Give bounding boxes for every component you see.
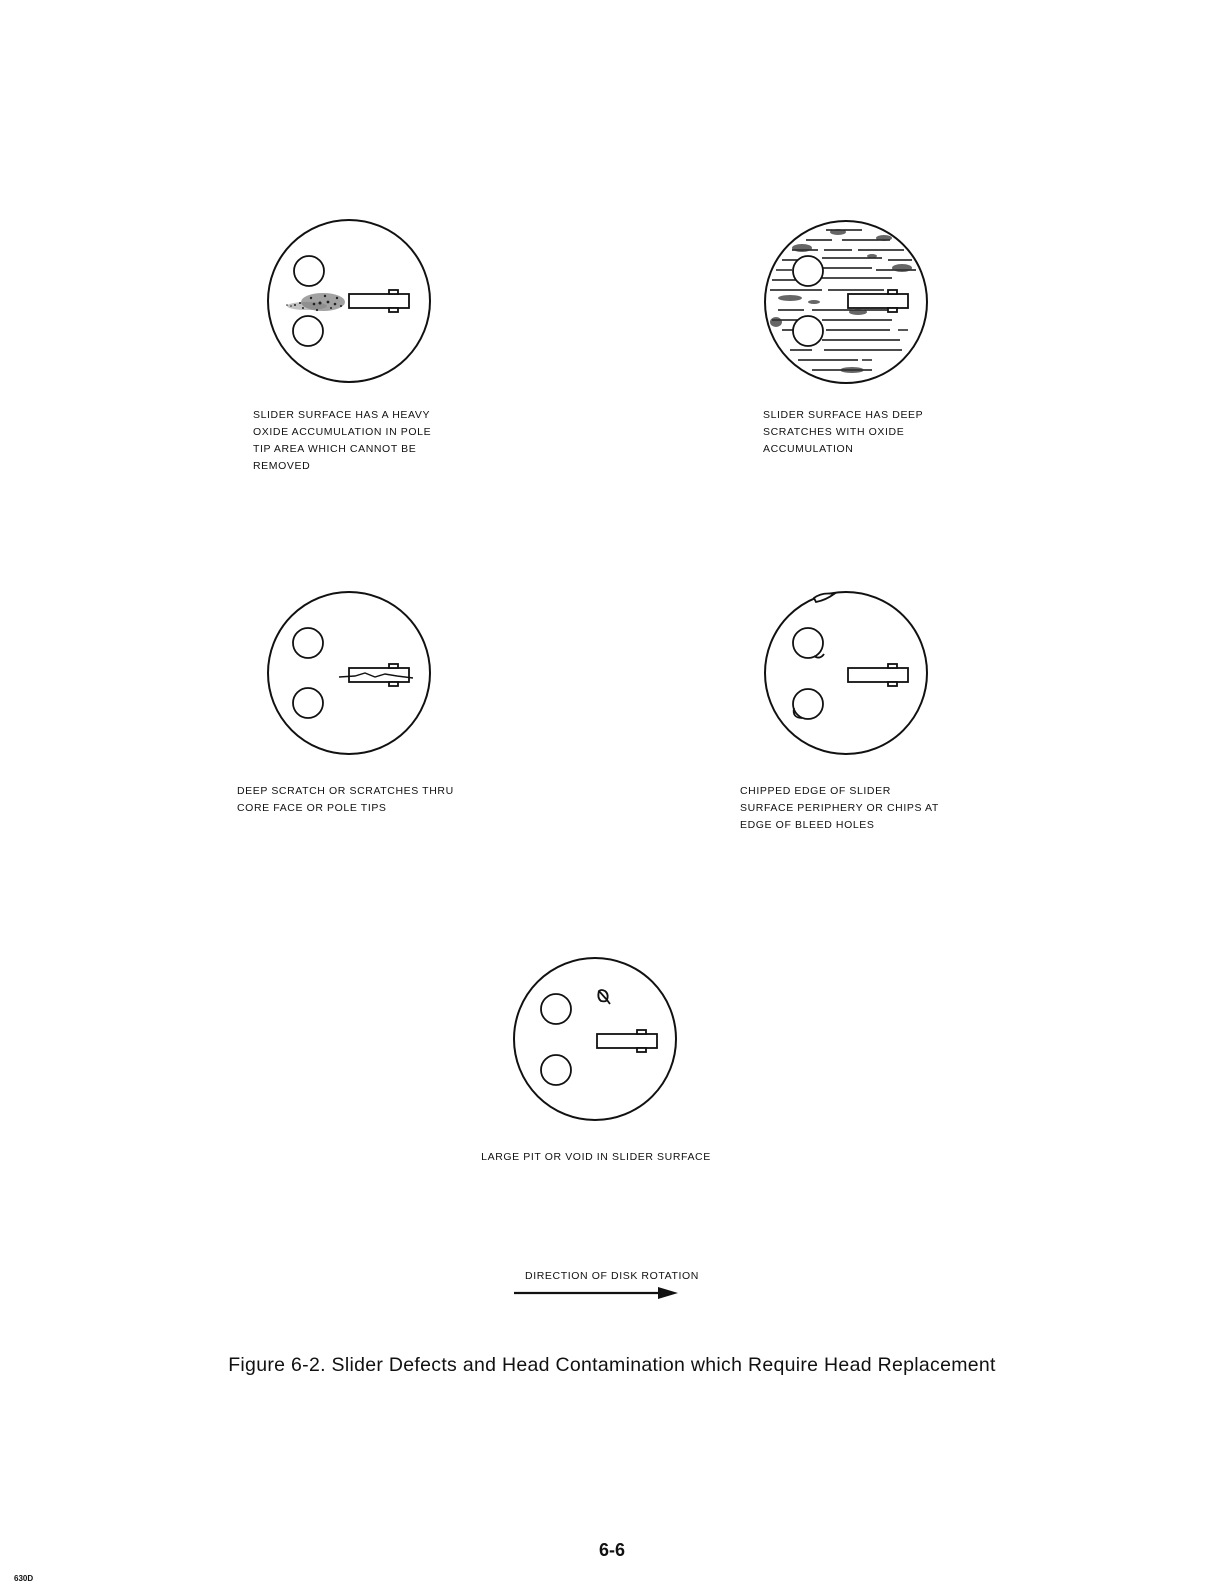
bleed-hole-bottom [293,688,323,718]
figure-scratches-with-oxide [762,218,934,388]
pole-tip [848,664,908,686]
bleed-hole-top [293,628,323,658]
caption-scratches-with-oxide: SLIDER SURFACE HAS DEEP SCRATCHES WITH OXIDE ACCUMULATION [763,409,924,455]
figure-oxide-accumulation [265,218,435,386]
caption-oxide-accumulation: SLIDER SURFACE HAS A HEAVY OXIDE ACCUMULATION IN POLE TIP AREA WHICH CANNOT BE REMOVED [253,409,432,472]
slider-diagram-pit [511,956,681,1124]
slider-diagram-oxide [265,218,435,386]
slider-diagram-deep-scratch [265,590,435,758]
right-arrow-icon [514,1286,680,1300]
figure-chipped-edge [762,588,934,758]
direction-label: DIRECTION OF DISK ROTATION [525,1270,699,1282]
figure-title: Figure 6-2. Slider Defects and Head Contamination which Require Head Replacement [228,1354,996,1376]
oxide-smudge [286,293,345,311]
caption-pit-or-void: LARGE PIT OR VOID IN SLIDER SURFACE [481,1151,711,1163]
bleed-hole-top [294,256,324,286]
slider-diagram-scratches-oxide [762,218,934,388]
pole-tip [848,290,908,312]
bleed-hole-top [793,628,823,658]
bleed-hole-top [541,994,571,1024]
bleed-hole-bottom [793,689,823,719]
pit-void [598,990,610,1004]
figure-deep-scratch [265,590,435,758]
bleed-hole-bottom [541,1055,571,1085]
pole-tip [349,290,409,312]
bleed-hole-bottom [293,316,323,346]
figure-pit-or-void [511,956,681,1124]
page-number: 6-6 [598,1540,625,1560]
pole-tip [597,1030,657,1052]
caption-deep-scratch: DEEP SCRATCH OR SCRATCHES THRU CORE FACE OR POLE TIPS [237,785,454,814]
slider-diagram-chipped-edge [762,588,934,758]
document-code: 630D [14,1574,34,1583]
bleed-hole-top [793,256,823,286]
bleed-hole-bottom [793,316,823,346]
caption-chipped-edge: CHIPPED EDGE OF SLIDER SURFACE PERIPHERY OR CHIPS AT EDGE OF BLEED HOLES [740,785,939,831]
edge-chip [814,594,834,603]
